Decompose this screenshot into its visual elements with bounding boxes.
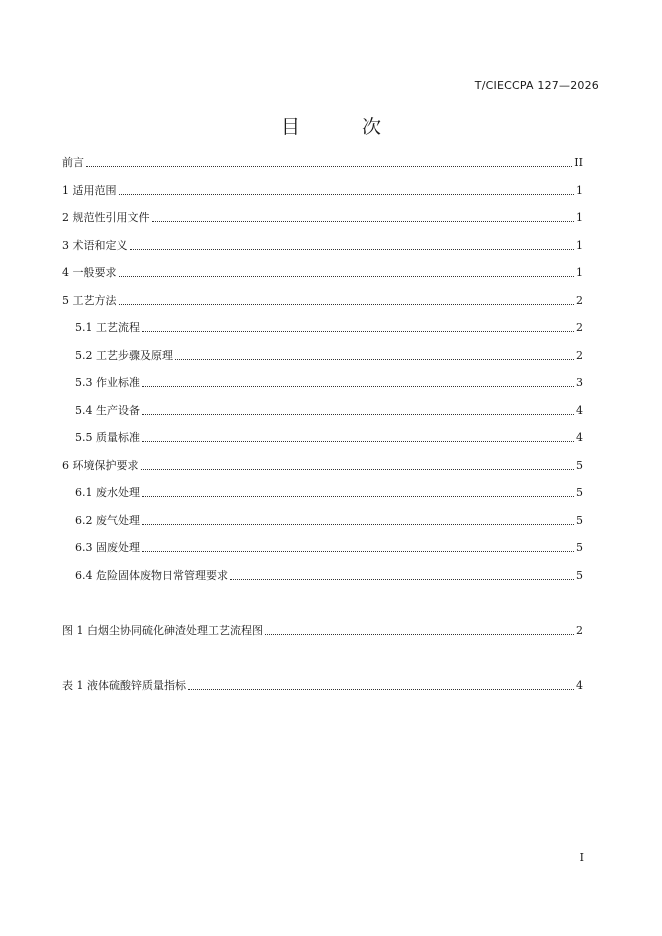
toc-label: 图 1 白烟尘协同硫化砷渣处理工艺流程图 — [62, 624, 263, 637]
toc-entry-6-1[interactable] — [62, 480, 583, 500]
toc-entry-5-2[interactable] — [62, 343, 583, 363]
toc-entry-table-1[interactable] — [62, 673, 583, 693]
dot-leader — [188, 688, 574, 690]
document-code: T/CIECCPA 127—2026 — [474, 79, 599, 92]
toc-label: 2 规范性引用文件 — [62, 211, 150, 224]
toc-page: 1 — [576, 211, 583, 224]
toc-label: 5.5 质量标准 — [75, 431, 140, 444]
toc-label: 5.3 作业标准 — [75, 376, 140, 389]
toc-entry-foreword[interactable] — [62, 150, 583, 170]
toc-entry-5-5[interactable] — [62, 425, 583, 445]
dot-leader — [119, 193, 575, 195]
toc-label: 1 适用范围 — [62, 184, 117, 197]
toc-entry-4[interactable] — [62, 260, 583, 280]
page-title: 目 次 — [280, 116, 410, 138]
dot-leader — [142, 550, 574, 552]
dot-leader — [142, 495, 574, 497]
toc-label: 5.4 生产设备 — [75, 404, 140, 417]
toc-entry-5-4[interactable] — [62, 398, 583, 418]
toc-page: 5 — [576, 541, 583, 554]
toc-page: 2 — [576, 349, 583, 362]
toc-entry-6-2[interactable] — [62, 508, 583, 528]
toc-label: 6 环境保护要求 — [62, 459, 139, 472]
dot-leader — [142, 385, 574, 387]
toc-entry-2[interactable] — [62, 205, 583, 225]
toc-page: 5 — [576, 486, 583, 499]
toc-entry-3[interactable] — [62, 233, 583, 253]
toc-label: 4 一般要求 — [62, 266, 117, 279]
toc-page: 2 — [576, 624, 583, 637]
page-number: I — [579, 851, 584, 864]
toc-label: 6.1 废水处理 — [75, 486, 140, 499]
toc-entry-5-1[interactable] — [62, 315, 583, 335]
toc-label: 5 工艺方法 — [62, 294, 117, 307]
toc-page: 3 — [576, 376, 583, 389]
dot-leader — [119, 303, 575, 305]
toc-page: 5 — [576, 514, 583, 527]
dot-leader — [119, 275, 575, 277]
dot-leader — [142, 523, 574, 525]
dot-leader — [265, 633, 574, 635]
toc-page: 1 — [576, 184, 583, 197]
toc-page: 1 — [576, 239, 583, 252]
dot-leader — [142, 413, 574, 415]
toc-label: 6.3 固废处理 — [75, 541, 140, 554]
toc-entry-6-3[interactable] — [62, 535, 583, 555]
dot-leader — [230, 578, 574, 580]
toc-label: 3 术语和定义 — [62, 239, 128, 252]
toc-label: 5.1 工艺流程 — [75, 321, 140, 334]
toc-page: II — [574, 156, 583, 169]
toc-page: 4 — [576, 404, 583, 417]
toc-label: 表 1 液体硫酸锌质量指标 — [62, 679, 186, 692]
toc-page: 4 — [576, 679, 583, 692]
toc-entry-5-3[interactable] — [62, 370, 583, 390]
dot-leader — [86, 165, 572, 167]
toc-entry-6[interactable] — [62, 453, 583, 473]
dot-leader — [175, 358, 574, 360]
toc-page: 5 — [576, 459, 583, 472]
toc-page: 4 — [576, 431, 583, 444]
toc-page: 5 — [576, 569, 583, 582]
toc-page: 2 — [576, 321, 583, 334]
toc-label: 5.2 工艺步骤及原理 — [75, 349, 173, 362]
toc-page: 2 — [576, 294, 583, 307]
dot-leader — [142, 440, 574, 442]
toc-page: 1 — [576, 266, 583, 279]
toc-entry-figure-1[interactable] — [62, 618, 583, 638]
toc-label: 前言 — [62, 156, 84, 169]
dot-leader — [142, 330, 574, 332]
toc-label: 6.2 废气处理 — [75, 514, 140, 527]
toc-entry-6-4[interactable] — [62, 563, 583, 583]
toc-entry-5[interactable] — [62, 288, 583, 308]
toc-label: 6.4 危险固体废物日常管理要求 — [75, 569, 228, 582]
dot-leader — [130, 248, 575, 250]
dot-leader — [141, 468, 575, 470]
dot-leader — [152, 220, 575, 222]
toc-entry-1[interactable] — [62, 178, 583, 198]
